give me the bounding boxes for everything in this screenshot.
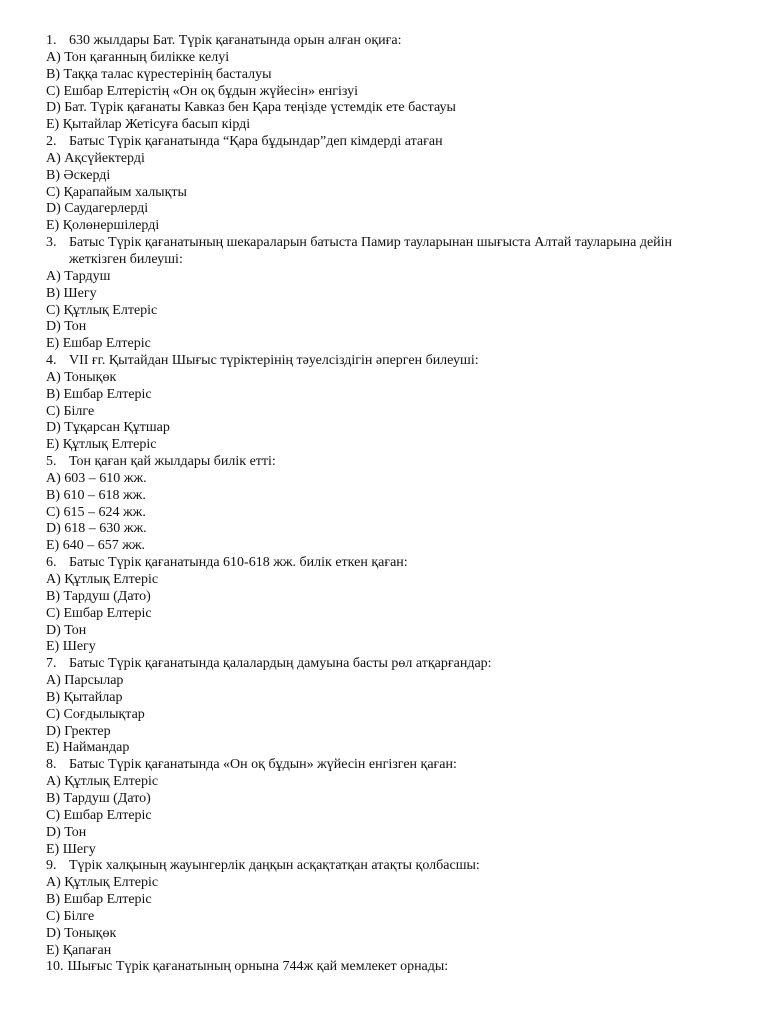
question-5 bbox=[46, 454, 726, 471]
option-c: C) Ешбар Елтеріс bbox=[46, 605, 152, 621]
question-10 bbox=[46, 959, 726, 976]
option-e: E) Наймандар bbox=[46, 740, 130, 756]
question-text: 630 жылдары Бат. Түрік қағанатында орын алған оқиға: bbox=[69, 33, 402, 48]
option-b: B) Шегу bbox=[46, 285, 97, 301]
option-e: E) Қытайлар Жетісуға басып кірді bbox=[46, 117, 251, 133]
option-a: A) Тардуш bbox=[46, 268, 111, 284]
question-8 bbox=[46, 757, 726, 774]
option-a: A) Құтлық Елтеріс bbox=[46, 875, 159, 891]
option-d: D) Тон bbox=[46, 622, 87, 638]
question-text: VII ғг. Қытайдан Шығыс түріктерінің тәуелсіздігін әперген билеуші: bbox=[69, 353, 479, 369]
option-c: C) Ешбар Елтерістің «Он оқ бұдын жүйесін» енгізуі bbox=[46, 83, 358, 99]
question-text: Тон қаған қай жылдары билік етті: bbox=[69, 454, 276, 470]
option-c: C) Ешбар Елтеріс bbox=[46, 807, 152, 823]
option-d: D) Тон bbox=[46, 824, 87, 840]
option-a: A) Құтлық Елтеріс bbox=[46, 572, 159, 587]
option-c: C) Білге bbox=[46, 403, 95, 419]
option-d: D) Тонықөк bbox=[46, 925, 117, 941]
option-b: B) Тардуш (Дато) bbox=[46, 588, 151, 604]
question-number: 7. bbox=[46, 656, 57, 672]
question-text: Батыс Түрік қағанатында “Қара бұдындар”деп кімдерді атаған bbox=[69, 134, 443, 150]
question-number: 9. bbox=[46, 858, 57, 874]
option-a: A) Тон қағанның билікке келуі bbox=[46, 49, 230, 65]
question-number: 4. bbox=[46, 353, 57, 369]
question-text: Батыс Түрік қағанатында қалалардың дамуына басты рөл атқарғандар: bbox=[69, 656, 492, 672]
option-a: A) Құтлық Елтеріс bbox=[46, 774, 159, 790]
option-a: A) Ақсүйектерді bbox=[46, 150, 145, 166]
option-c: C) Білге bbox=[46, 908, 95, 924]
question-text: Түрік халқының жауынгерлік даңқын асқақтатқан атақты қолбасшы: bbox=[69, 858, 480, 874]
option-b: B) Қытайлар bbox=[46, 689, 123, 705]
option-c: C) 615 – 624 жж. bbox=[46, 504, 146, 520]
question-number: 10. bbox=[46, 959, 64, 975]
question-7 bbox=[46, 656, 726, 673]
option-b: B) Таққа талас күрестерінің басталуы bbox=[46, 66, 272, 82]
option-b: B) 610 – 618 жж. bbox=[46, 487, 146, 503]
question-number: 5. bbox=[46, 454, 57, 470]
question-4 bbox=[46, 353, 726, 370]
option-b: B) Әскерді bbox=[46, 167, 111, 183]
option-e: E) Құтлық Елтеріс bbox=[46, 437, 157, 453]
question-2 bbox=[46, 134, 726, 151]
option-c: C) Соғдылықтар bbox=[46, 706, 145, 722]
question-6 bbox=[46, 555, 726, 572]
question-number: 1. bbox=[46, 33, 57, 48]
question-3 bbox=[46, 235, 726, 269]
option-d: D) Гректер bbox=[46, 723, 111, 739]
question-text: Батыс Түрік қағанатының шекараларын батыста Памир тауларынан шығыста Алтай тауларына дейін жеткізген билеуші: bbox=[69, 235, 673, 267]
option-d: D) Тон bbox=[46, 319, 87, 335]
option-a: A) Тонықөк bbox=[46, 369, 117, 385]
option-e: E) Қапаған bbox=[46, 942, 112, 958]
option-e: E) 640 – 657 жж. bbox=[46, 538, 146, 554]
question-text: Батыс Түрік қағанатында 610-618 жж. билік еткен қаған: bbox=[69, 555, 408, 571]
option-c: C) Қарапайым халықты bbox=[46, 184, 187, 200]
option-d: D) Саудагерлерді bbox=[46, 201, 149, 217]
option-b: B) Тардуш (Дато) bbox=[46, 790, 151, 806]
question-text: Батыс Түрік қағанатында «Он оқ бұдын» жүйесін енгізген қаған: bbox=[69, 757, 457, 773]
option-b: B) Ешбар Елтеріс bbox=[46, 892, 152, 908]
option-a: A) Парсылар bbox=[46, 673, 124, 689]
question-number: 2. bbox=[46, 134, 57, 150]
question-number: 6. bbox=[46, 555, 57, 571]
option-a: A) 603 – 610 жж. bbox=[46, 470, 147, 486]
question-number: 3. bbox=[46, 235, 57, 251]
document-page bbox=[46, 33, 726, 976]
question-number: 8. bbox=[46, 757, 57, 773]
option-e: E) Шегу bbox=[46, 841, 96, 857]
option-d: D) 618 – 630 жж. bbox=[46, 521, 147, 537]
option-e: E) Шегу bbox=[46, 639, 96, 655]
option-e: E) Ешбар Елтеріс bbox=[46, 336, 151, 352]
option-d: D) Бат. Түрік қағанаты Кавказ бен Қара теңізде үстемдік ете бастауы bbox=[46, 100, 456, 116]
option-e: E) Қолөнершілерді bbox=[46, 218, 160, 234]
question-text: Шығыс Түрік қағанатының орнына 744ж қай мемлекет орнады: bbox=[67, 959, 449, 975]
question-9 bbox=[46, 858, 726, 875]
question-1 bbox=[46, 33, 726, 50]
option-d: D) Тұқарсан Құтшар bbox=[46, 420, 170, 436]
option-b: B) Ешбар Елтеріс bbox=[46, 386, 152, 402]
option-c: C) Құтлық Елтеріс bbox=[46, 302, 158, 318]
